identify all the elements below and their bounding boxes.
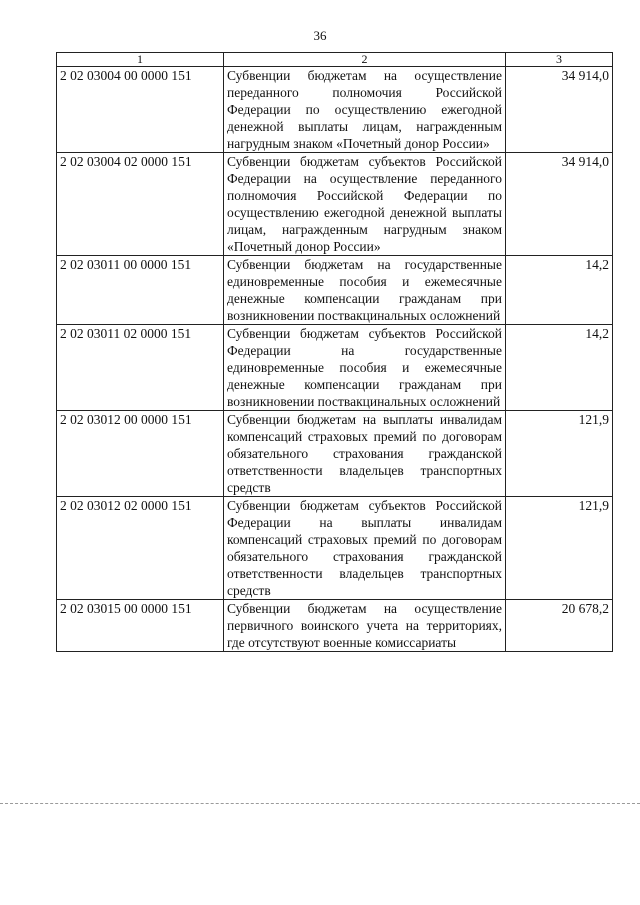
- row-description: Субвенции бюджетам на государственные единовременные пособия и ежемесячные денежные компенсации гражданам при возникновении поствакцинальных осложнений: [224, 256, 506, 325]
- row-amount: 20 678,2: [506, 600, 613, 652]
- row-description: Субвенции бюджетам субъектов Российской Федерации на выплаты инвалидам компенсаций страховых премий по договорам обязательного страхования гражданской ответственности владельцев транспортных средств: [224, 497, 506, 600]
- budget-code: 2 02 03011 00 0000 151: [57, 256, 224, 325]
- table-row: [57, 153, 613, 256]
- budget-code: 2 02 03012 00 0000 151: [57, 411, 224, 497]
- header-row: [57, 53, 613, 67]
- column-header-3: 3: [506, 53, 613, 67]
- budget-code: 2 02 03011 02 0000 151: [57, 325, 224, 411]
- table-row: [57, 67, 613, 153]
- table-row: [57, 325, 613, 411]
- row-amount: 14,2: [506, 325, 613, 411]
- scan-fold-line: [0, 803, 640, 804]
- row-description: Субвенции бюджетам субъектов Российской Федерации на осуществление переданного полномочия Российской Федерации по осуществлению ежегодной денежной выплаты лицам, награжденным нагрудным знаком «Почетный донор России»: [224, 153, 506, 256]
- row-description: Субвенции бюджетам субъектов Российской Федерации на государственные единовременные пособия и ежемесячные денежные компенсации гражданам при возникновении поствакцинальных осложнений: [224, 325, 506, 411]
- table-row: [57, 600, 613, 652]
- budget-code: 2 02 03015 00 0000 151: [57, 600, 224, 652]
- budget-table: [56, 52, 613, 652]
- row-amount: 34 914,0: [506, 153, 613, 256]
- budget-code: 2 02 03004 02 0000 151: [57, 153, 224, 256]
- table-header: [57, 53, 613, 67]
- table-row: [57, 256, 613, 325]
- budget-code: 2 02 03012 02 0000 151: [57, 497, 224, 600]
- row-amount: 121,9: [506, 497, 613, 600]
- row-description: Субвенции бюджетам на выплаты инвалидам компенсаций страховых премий по договорам обязательного страхования гражданской ответственности владельцев транспортных средств: [224, 411, 506, 497]
- table-body: [57, 67, 613, 652]
- column-header-1: 1: [57, 53, 224, 67]
- table-row: [57, 411, 613, 497]
- row-amount: 34 914,0: [506, 67, 613, 153]
- row-amount: 121,9: [506, 411, 613, 497]
- row-description: Субвенции бюджетам на осуществление первичного воинского учета на территориях, где отсутствуют военные комиссариаты: [224, 600, 506, 652]
- row-description: Субвенции бюджетам на осуществление переданного полномочия Российской Федерации по осуществлению ежегодной денежной выплаты лицам, награжденным нагрудным знаком «Почетный донор России»: [224, 67, 506, 153]
- page-number: 36: [313, 28, 327, 43]
- row-amount: 14,2: [506, 256, 613, 325]
- table-row: [57, 497, 613, 600]
- budget-code: 2 02 03004 00 0000 151: [57, 67, 224, 153]
- column-header-2: 2: [224, 53, 506, 67]
